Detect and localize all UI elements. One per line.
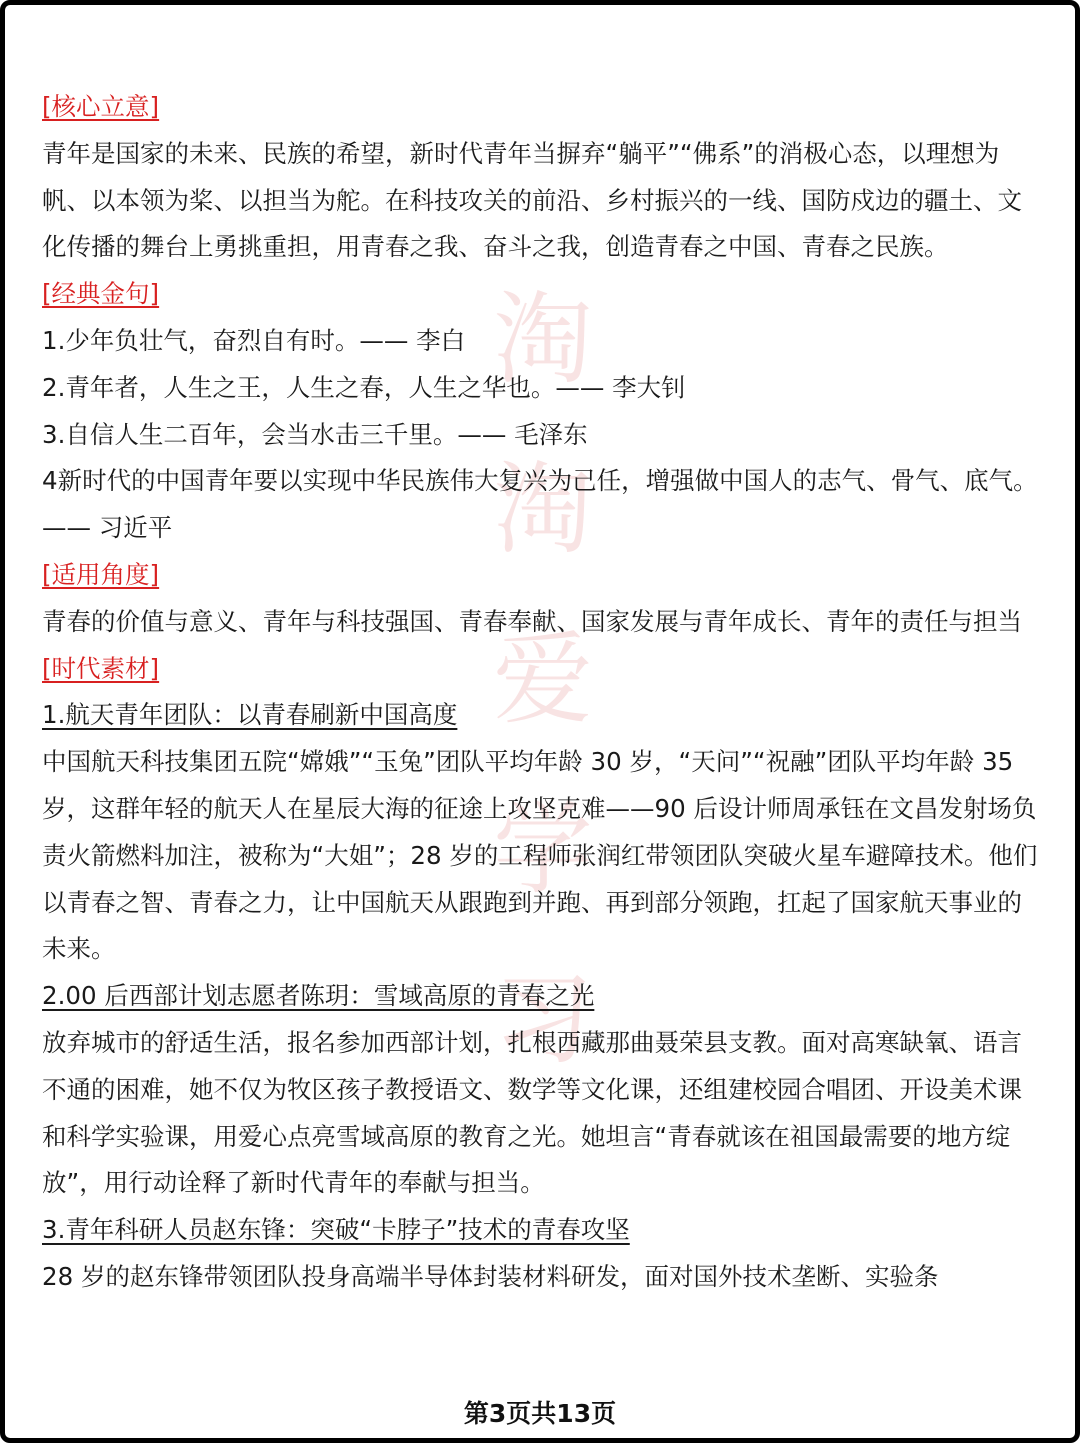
watermark-char: 爱 [493,621,593,738]
angles-paragraph: 青春的价值与意义、青年与科技强国、青春奉献、国家发展与青年成长、青年的责任与担当 [42,606,1022,636]
quote-item: 2.青年者，人生之王，人生之春，人生之华也。—— 李大钊 [42,372,686,402]
quote-item: 1.少年负壮气，奋烈自有时。—— 李白 [42,325,466,355]
section-tag-angles: [适用角度] [42,559,160,589]
watermark-char: 淘 [493,451,593,568]
watermark-char: 习 [493,961,593,1078]
material-paragraph: 中国航天科技集团五院“嫦娥”“玉兔”团队平均年龄 30 岁，“天问”“祝融”团队平均年龄 35 岁，这群年轻的航天人在星辰大海的征途上攻坚克难——90 后设计师周承钰在文昌发射场负责火箭燃料加注，被称为“大姐”；28 岁的工程师张润红带领团队突破火星车避障技术。他们以青春之智、青春之力，让中国航天从跟跑到并跑、再到部分领跑，扛起了国家航天事业的未来。 [42,747,1038,964]
watermark-char: 淘 [493,281,593,398]
material-title: 3.青年科研人员赵东锋：突破“卡脖子”技术的青春攻坚 [42,1215,630,1245]
core-paragraph: 青年是国家的未来、民族的希望，新时代青年当摒弃“躺平”“佛系”的消极心态，以理想为帆、以本领为桨、以担当为舵。在科技攻关的前沿、乡村振兴的一线、国防戍边的疆土、文化传播的舞台上勇挑重担，用青春之我、奋斗之我，创造青春之中国、青春之民族。 [42,138,1022,262]
material-paragraph: 放弃城市的舒适生活，报名参加西部计划，扎根西藏那曲聂荣县支教。面对高寒缺氧、语言不通的困难，她不仅为牧区孩子教授语文、数学等文化课，还组建校园合唱团、开设美术课和科学实验课，用爱心点亮雪域高原的教育之光。她坦言“青春就该在祖国最需要的地方绽放”，用行动诠释了新时代青年的奉献与担当。 [42,1027,1022,1198]
quote-item: 3.自信人生二百年，会当水击三千里。—— 毛泽东 [42,419,588,449]
material-title: 2.00 后西部计划志愿者陈玥：雪域高原的青春之光 [42,981,595,1011]
section-tag-core: [核心立意] [42,92,160,121]
material-title: 1.航天青年团队：以青春刷新中国高度 [42,700,458,730]
quote-item: 4新时代的中国青年要以实现中华民族伟大复兴为己任，增强做中国人的志气、骨气、底气。—— 习近平 [42,466,1038,543]
material-paragraph: 28 岁的赵东锋带领团队投身高端半导体封装材料研发，面对国外技术垄断、实验条 [42,1261,939,1291]
document-body [42,84,1042,1301]
section-tag-quotes: [经典金句] [42,279,160,309]
watermark-char: 学 [493,791,593,908]
page-number: 第3页共13页 [463,1399,617,1428]
section-tag-materials: [时代素材] [42,653,160,683]
